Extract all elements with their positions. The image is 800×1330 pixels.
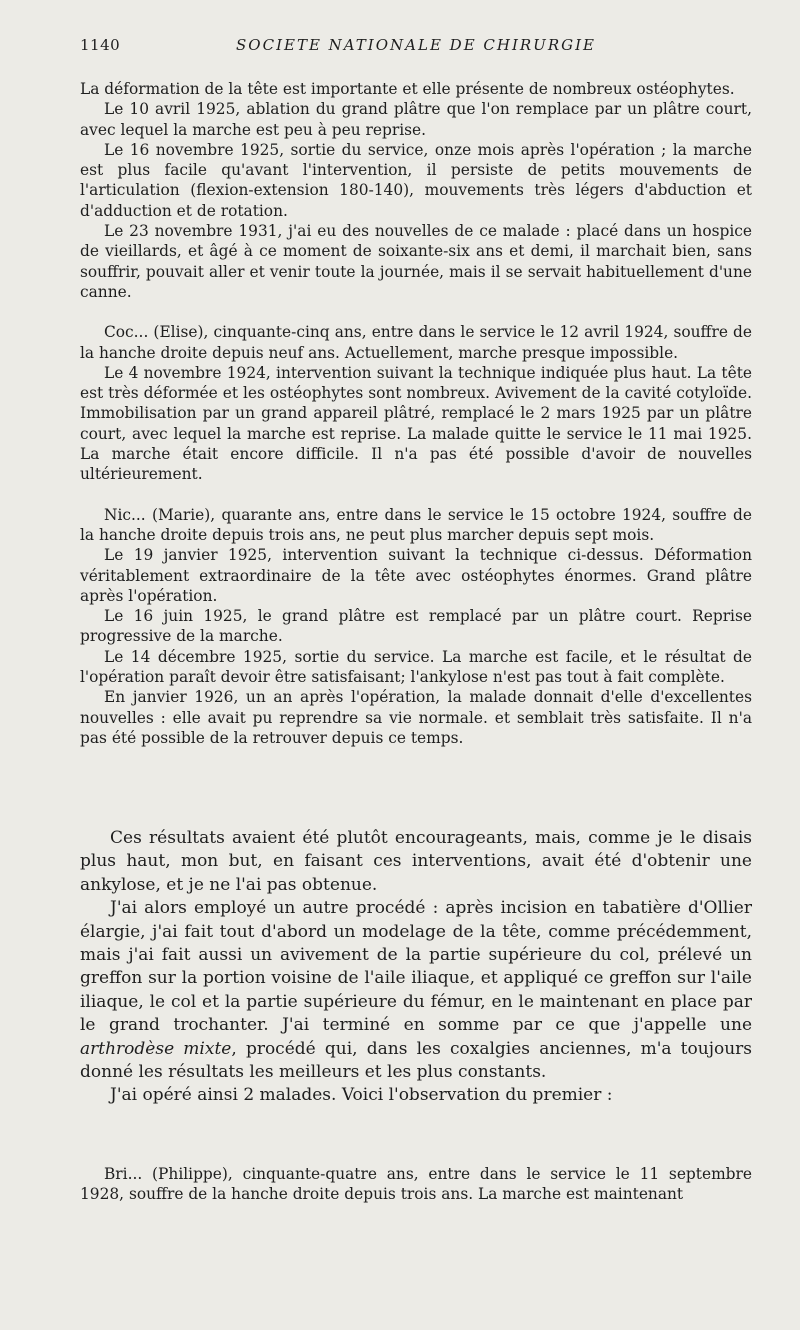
case2-paragraph-2: Le 4 novembre 1924, intervention suivant la technique indiquée plus haut. La tête est très déformée et les ostéophytes sont nombreux. Avivement de la cavité cotyloïde. Immobilisation par un grand appareil plâtré, remplacé le 2 mars 1925 par un plâtre court, avec lequel la marche est reprise. La malade quitte le service le 11 mai 1925. La marche était encore difficile. Il n'a pas été possible d'avoir de nouvelles ultérieurement. [80, 363, 752, 484]
case3-paragraph-2: Le 19 janvier 1925, intervention suivant la technique ci-dessus. Déformation véritablement extraordinaire de la tête avec ostéophytes énormes. Grand plâtre après l'opération. [80, 546, 752, 605]
case3-paragraph-4: Le 14 décembre 1925, sortie du service. La marche est facile, et le résultat de l'opération paraît devoir être satisfaisant; l'ankylose n'est pas tout à fait complète. [80, 647, 752, 687]
discussion-text [80, 827, 752, 1108]
running-title: SOCIETE NATIONALE DE CHIRURGIE [236, 36, 596, 54]
term-arthrodese-mixte: arthrodèse mixte [80, 1038, 232, 1059]
case1-paragraph-4: Le 23 novembre 1931, j'ai eu des nouvelles de ce malade : placé dans un hospice de vieillards, et âgé à ce moment de soixante-six ans et demi, il marchait bien, sans souffrir, pouvait aller et venir toute la journée, mais il se servait habituellement d'une canne. [80, 222, 752, 301]
case2-paragraph-1: Coc... (Elise), cinquante-cinq ans, entre dans le service le 12 avril 1924, souffre de la hanche droite depuis neuf ans. Actuellement, marche presque impossible. [80, 323, 752, 362]
case-observations [80, 79, 752, 748]
page-header [80, 36, 752, 58]
discussion-text-after: , procédé qui, dans les coxalgies anciennes, m'a toujours donné les résultats les meilleurs et les plus constants. [80, 1038, 752, 1083]
case4-paragraph-1: Bri... (Philippe), cinquante-quatre ans, entre dans le service le 11 septembre 1928, souffre de la hanche droite depuis trois ans. La marche est maintenant [80, 1165, 752, 1204]
discussion-paragraph-3: J'ai opéré ainsi 2 malades. Voici l'observation du premier : [110, 1085, 613, 1106]
discussion-paragraph-1: Ces résultats avaient été plutôt encourageants, mais, comme je le disais plus haut, mon but, en faisant ces interventions, avait été d'obtenir une ankylose, et je ne l'ai pas obtenue. [80, 828, 752, 895]
case1-paragraph-1: La déformation de la tête est importante et elle présente de nombreux ostéophytes. [80, 80, 735, 98]
page-number: 1140 [80, 36, 121, 54]
case1-paragraph-2: Le 10 avril 1925, ablation du grand plâtre que l'on remplace par un plâtre court, avec lequel la marche est peu à peu reprise. [80, 100, 752, 139]
case3-paragraph-5: En janvier 1926, un an après l'opération, la malade donnait d'elle d'excellentes nouvelles : elle avait pu reprendre sa vie normale. et semblait très satisfaite. Il n'a pas été possible de la retrouver depuis ce temps. [80, 688, 752, 747]
case4-observation [80, 1164, 752, 1205]
discussion-text-before: J'ai alors employé un autre procédé : après incision en tabatière d'Ollier élargie, j'ai fait tout d'abord un modelage de la tête, comme précédemment, mais j'ai fait aussi un avivement de la partie supérieure du col, prélevé un greffon sur la portion voisine de l'aile iliaque, et appliqué ce greffon sur l'aile iliaque, le col et la partie supérieure du fémur, en le maintenant en place par le grand trochanter. J'ai terminé en somme par ce que j'appelle une [80, 898, 752, 1036]
case1-paragraph-3: Le 16 novembre 1925, sortie du service, onze mois après l'opération ; la marche est plus facile qu'avant l'intervention, il persiste de petits mouvements de l'articulation (flexion-extension 180-140), mouvements très légers d'abduction et d'adduction et de rotation. [80, 140, 752, 220]
discussion-paragraph-2 [80, 897, 752, 1084]
case3-paragraph-1: Nic... (Marie), quarante ans, entre dans le service le 15 octobre 1924, souffre de la hanche droite depuis trois ans, ne peut plus marcher depuis sept mois. [80, 505, 752, 544]
case3-paragraph-3: Le 16 juin 1925, le grand plâtre est remplacé par un plâtre court. Reprise progressive de la marche. [80, 607, 752, 646]
